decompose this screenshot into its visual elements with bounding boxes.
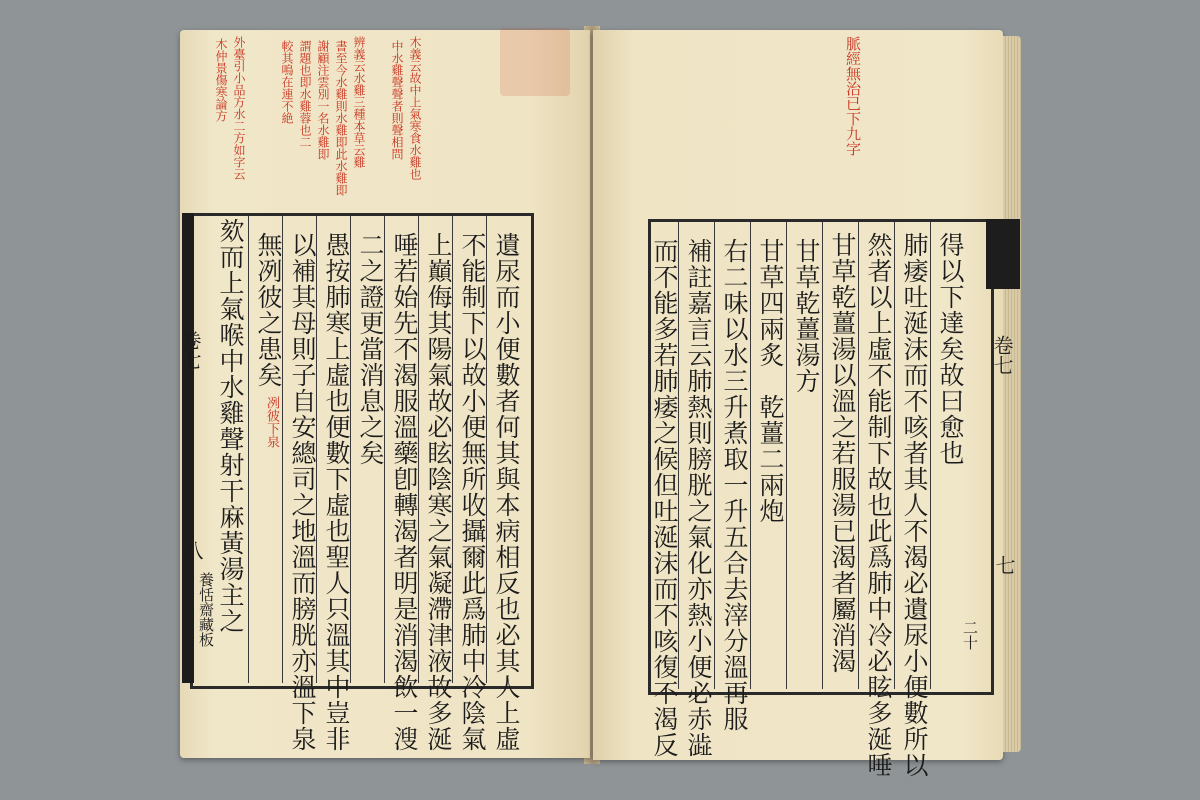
text-column: 而不能多若肺痿之候但吐涎沫而不咳復不渴反 — [650, 238, 679, 758]
text-column: 唾若始先不渴服溫藥卽轉渴者明是消渴飲一溲 — [390, 232, 419, 752]
text-column: 然者以上虛不能制下故也此爲肺中冷必眩多涎唾 — [864, 232, 893, 778]
text-column: 甘草四兩炙 乾薑二兩炮 — [756, 238, 785, 524]
text-column: 上巔侮其陽氣故必眩陰寒之氣凝滯津液故多涎 — [424, 232, 453, 752]
collector-seal-icon — [500, 28, 570, 96]
text-column: 不能制下以故小便無所收攝爾此爲肺中冷陰氣 — [458, 232, 487, 752]
text-column: 無冽彼之患矣 — [254, 232, 283, 388]
page-stack-edge — [1003, 36, 1021, 752]
margin-label: 卷七 — [178, 330, 202, 370]
red-annotation: 木義云故中上氣寒食水雞也 — [408, 36, 422, 180]
red-annotation: 辨義云水雞三種本草云雞 — [352, 36, 366, 168]
column-rule — [248, 216, 249, 683]
text-column: 欬而上氣喉中水雞聲射干麻黃湯主之 — [216, 218, 245, 634]
text-column: 二之證更當消息之矣 — [356, 232, 385, 466]
text-column: 甘草乾薑湯方 — [792, 238, 821, 394]
red-side-note: 冽彼下泉 — [264, 396, 279, 448]
red-annotation: 書至今水雞則水雞即此水雞即 — [334, 40, 348, 196]
foot-note: 二十 — [961, 620, 979, 650]
margin-band — [986, 219, 1020, 289]
folio-number: 七 — [992, 555, 1016, 575]
red-annotation: 外臺引小品方水二方如字云 — [232, 36, 246, 180]
red-annotation: 中水雞聲聲者則聲相問 — [390, 40, 404, 160]
text-column: 甘草乾薑湯以溫之若服湯已渴者屬消渴 — [828, 232, 857, 674]
text-column: 右二味以水三升煮取一升五合去滓分溫再服 — [720, 238, 749, 732]
text-column: 愚按肺寒上虛也便數下虛也聖人只溫其中豈非 — [322, 232, 351, 752]
red-annotation: 謝顧注雲別一名水雞即 — [316, 40, 330, 160]
red-annotation: 較其鳴在連不絶 — [280, 40, 294, 124]
text-column: 得以下達矣故曰愈也 — [936, 232, 965, 466]
red-annotation: 謂題也即水雞蓉也二 — [298, 40, 312, 148]
margin-label: 卷七 — [990, 335, 1014, 375]
folio-number: 八 — [180, 540, 204, 560]
red-annotation: 木仲景傷寒論方 — [214, 38, 228, 122]
text-column: 補註嘉言云肺熱則膀胱之氣化亦熱小便必赤澁 — [684, 238, 713, 758]
text-column: 以補其母則子自安總司之地溫而膀胱亦溫下泉 — [288, 232, 317, 752]
margin-band — [182, 213, 194, 683]
text-column: 肺痿吐涎沫而不咳者其人不渴必遺尿小便數所以 — [900, 232, 929, 778]
publisher-mark: 養恬齋藏板 — [197, 572, 215, 647]
text-column: 遺尿而小便數者何其與本病相反也必其人上虛 — [492, 232, 521, 752]
red-annotation: 脈經無治已下九字 — [844, 36, 862, 156]
